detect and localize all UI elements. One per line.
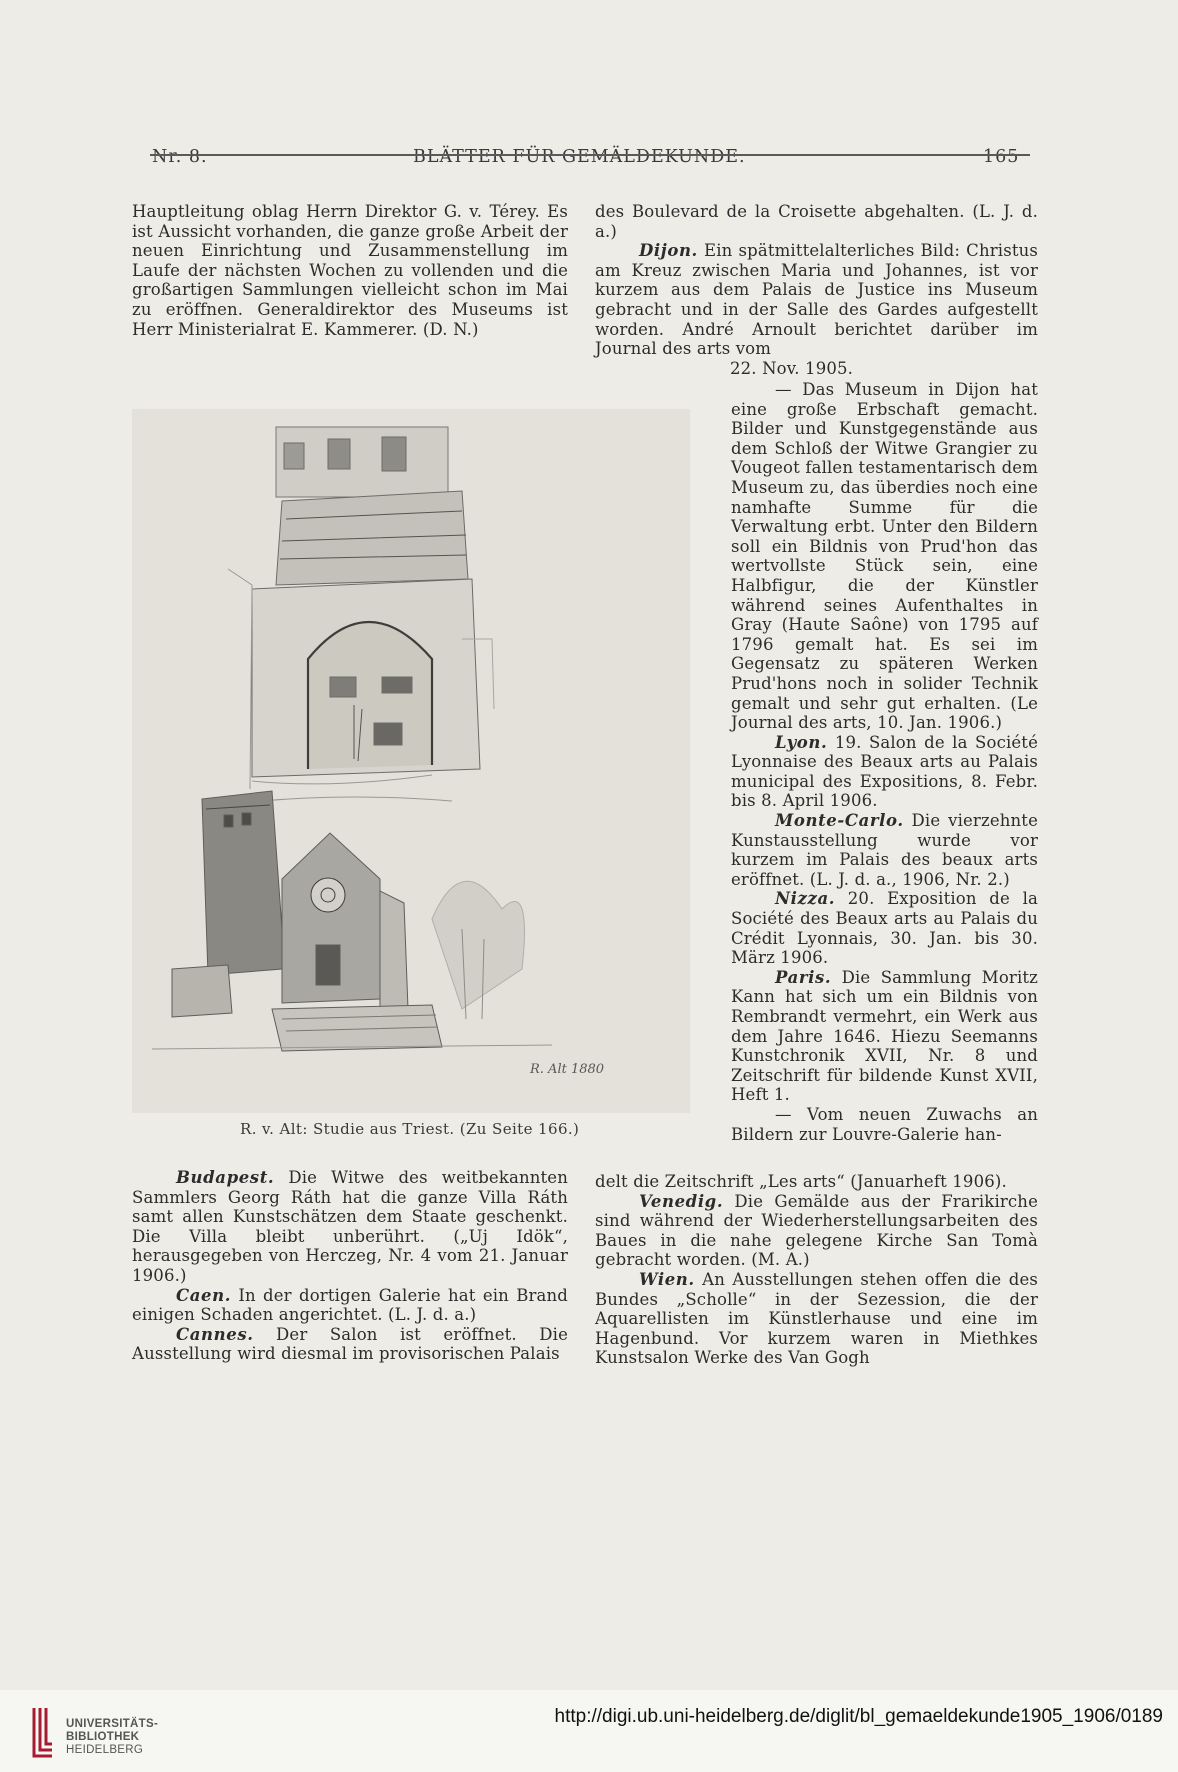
entry-venedig-text: Die Gemälde aus der Frarikirche sind während der Wiederherstellungsarbeiten des Baues in die nahe gelegene Kirche San Tomà gebracht worden. (M. A.) (595, 1191, 1038, 1270)
university-library-logo-icon (30, 1704, 56, 1760)
figure-sketch-triest (132, 409, 690, 1113)
paragraph-cannes-continued: des Boulevard de la Croisette abgehalten. (L. J. d. a.) (595, 202, 1038, 241)
right-column-narrow (731, 380, 1038, 1144)
entry-nizza-text: 20. Exposition de la Société des Beaux arts au Palais du Crédit Lyonnais, 30. Jan. bis 30. März 1906. (731, 889, 1038, 968)
left-column-top (132, 202, 568, 339)
header-rule (150, 154, 1030, 156)
entry-budapest-lead: Budapest. (176, 1168, 275, 1187)
entry-dijon-date: 22. Nov. 1905. (730, 358, 854, 378)
entry-louvre: — Vom neuen Zuwachs an Bildern zur Louvre-Galerie han- (731, 1104, 1038, 1144)
figure-caption: R. v. Alt: Studie aus Triest. (Zu Seite 166.) (240, 1120, 580, 1138)
header-issue: Nr. 8. (152, 147, 208, 167)
entry-caen-lead: Caen. (176, 1285, 232, 1305)
header-journal-title: BLÄTTER FÜR GEMÄLDEKUNDE. (413, 147, 746, 167)
entry-paris (731, 968, 1038, 1105)
entry-cannes-text: Der Salon ist eröffnet. Die Ausstellung wird diesmal im provisorischen Palais (132, 1324, 568, 1364)
entry-caen (132, 1286, 568, 1325)
header-page-number: 165 (983, 147, 1020, 167)
entry-monte-carlo (731, 811, 1038, 889)
entry-cannes (132, 1325, 568, 1364)
source-url-link[interactable]: http://digi.ub.uni-heidelberg.de/diglit/bl_gemaeldekunde1905_1906/0189 (554, 1706, 1163, 1727)
right-column-top (595, 202, 1038, 378)
entry-lyon-text: 19. Salon de la Société Lyonnaise des Beaux arts au Palais municipal des Expositions, 8. Febr. bis 8. April 1906. (731, 732, 1038, 811)
entry-dijon-text: Ein spätmittelalterliches Bild: Christus am Kreuz zwischen Maria und Johannes, ist vor kurzem aus dem Palais de Justice ins Museum gebracht und in der Salle des Gardes aufgestellt worden. André Arnoult berichtet darüber im Journal des arts vom (595, 241, 1038, 359)
entry-lyon (731, 733, 1038, 811)
entry-caen-text: In der dortigen Galerie hat ein Brand einigen Schaden angerichtet. (L. J. d. a.) (132, 1285, 568, 1325)
entry-budapest (132, 1168, 568, 1286)
footer-bar (0, 1690, 1178, 1772)
entry-wien-text: An Ausstellungen stehen offen die des Bundes „Scholle“ in der Sezession, die der Aquarellisten im Künstlerhause und eine im Hagenbund. Vor kurzem waren in Miethkes Kunstsalon Werke des Van Gogh (595, 1269, 1038, 1368)
entry-lyon-lead: Lyon. (775, 732, 828, 752)
entry-wien-lead: Wien. (639, 1269, 695, 1289)
entry-nizza (731, 889, 1038, 967)
paragraph-louvre-continued: delt die Zeitschrift „Les arts“ (Januarheft 1906). (595, 1172, 1007, 1191)
library-name-line3: HEIDELBERG (66, 1743, 144, 1756)
library-name-line2: BIBLIOTHEK (66, 1730, 140, 1743)
paragraph-museum-director: Hauptleitung oblag Herrn Direktor G. v. Térey. Es ist Aussicht vorhanden, die ganze große Arbeit der neuen Einrichtung und Zusammenstellung im Laufe der nächsten Wochen zu vollenden und die großartigen Sammlungen vielleicht schon im Mai zu eröffnen. Generaldirektor des Museums ist Herr Ministerialrat E. Kammerer. (D. N.) (132, 202, 568, 339)
entry-dijon (595, 241, 1038, 359)
entry-paris-lead: Paris. (775, 967, 832, 987)
entry-nizza-lead: Nizza. (775, 889, 836, 909)
figure-signature: R. Alt 1880 (530, 1062, 605, 1077)
entry-cannes-lead: Cannes. (176, 1324, 254, 1344)
entry-museum-dijon: — Das Museum in Dijon hat eine große Erbschaft gemacht. Bilder und Kunstgegenstände aus dem Schloß der Witwe Grangier zu Vougeot fallen testamentarisch dem Museum zu, das überdies noch eine namhafte Summe für die Verwaltung erbt. Unter den Bildern soll ein Bildnis von Prud'hon das wertvollste Stück sein, eine Halbfigur, die der Künstler während seines Aufenthaltes in Gray (Haute Saône) von 1795 auf 1796 gemalt hat. Es sei im Gegensatz zu späteren Werken Prud'hons noch in solider Technik gemalt und sehr gut erhalten. (Le Journal des arts, 10. Jan. 1906.) (731, 380, 1038, 733)
entry-venedig-lead: Venedig. (639, 1191, 724, 1211)
entry-monte-carlo-lead: Monte-Carlo. (775, 811, 904, 831)
entry-monte-carlo-text: Die vierzehnte Kunstausstellung wurde vor kurzem im Palais des beaux arts eröffnet. (L. J. d. a., 1906, Nr. 2.) (731, 811, 1038, 889)
entry-wien (595, 1270, 1038, 1368)
entry-dijon-lead: Dijon. (639, 241, 698, 261)
library-name (66, 1718, 158, 1756)
entry-paris-text: Die Sammlung Moritz Kann hat sich um ein Bildnis von Rembrandt vermehrt, ein Werk aus dem Jahre 1646. Hiezu Seemanns Kunstchronik XVII, Nr. 8 und Zeitschrift für bildende Kunst XVII, Heft 1. (731, 967, 1038, 1105)
entry-venedig (595, 1192, 1038, 1270)
library-name-line1: UNIVERSITÄTS- (66, 1718, 159, 1730)
right-column-bottom (595, 1172, 1038, 1368)
left-column-bottom (132, 1168, 568, 1364)
entry-budapest-text: Die Witwe des weitbekannten Sammlers Georg Ráth hat die ganze Villa Ráth samt allen Kunstschätzen dem Staate geschenkt. Die Villa bleibt unberührt. („Uj Idök“, herausgegeben von Herczeg, Nr. 4 vom 21. Januar 1906.) (132, 1168, 568, 1285)
